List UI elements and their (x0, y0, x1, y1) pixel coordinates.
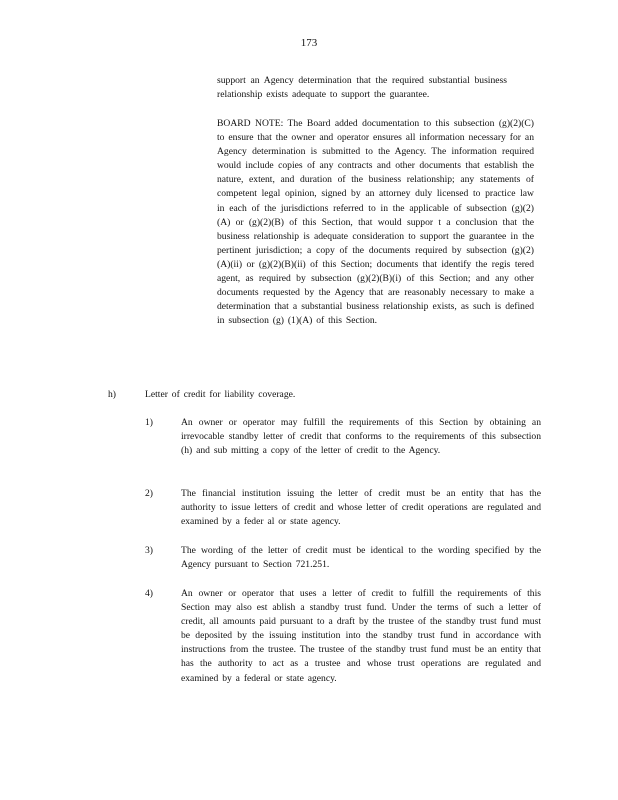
page-number: 173 (300, 37, 318, 49)
continuation-paragraph (217, 74, 507, 102)
item-number: 4) (145, 588, 153, 599)
item-number: 2) (145, 488, 153, 499)
item-text: The financial institution issuing the letter of credit must be an entity that has the authority to issue letters of credit and whose letter of credit operations are regulated and examined by a feder al or state agency. (181, 488, 541, 528)
section-h-label: h) (108, 389, 116, 400)
item-text: An owner or operator may fulfill the requirements of this Section by obtaining an irrevocable standby letter of credit that conforms to the requirements of this subsection (h) and sub mitting a copy of the letter of credit to the Agency. (181, 417, 541, 457)
item-number: 1) (145, 417, 153, 428)
section-h-title: Letter of credit for liability coverage. (145, 389, 296, 400)
board-note (217, 117, 534, 328)
list-item (181, 416, 541, 458)
list-item (181, 587, 541, 686)
item-text: An owner or operator that uses a letter of credit to fulfill the requirements of this Section may also est ablish a standby trust fund. Under the terms of such a letter of credit, all amounts paid pursuant to a draft by the trustee of the standby trust fund must be deposited by the issuing institution into the standby trust fund in accordance with instructions from the trustee. The trustee of the standby trust fund must be an entity that has the authority to act as a trustee and whose trust operations are regulated and examined by a federal or state agency. (181, 588, 541, 684)
item-text: The wording of the letter of credit must be identical to the wording specified by the Agency pursuant to Section 721.251. (181, 545, 541, 571)
list-item (181, 544, 541, 572)
item-number: 3) (145, 545, 153, 556)
list-item (181, 487, 541, 529)
continuation-text: support an Agency determination that the required substantial business relationship exists adequate to support the guarantee. (217, 75, 507, 101)
board-note-text: BOARD NOTE: The Board added documentation to this subsection (g)(2)(C) to ensure that the owner and operator ensures all information necessary for an Agency determination is submitted to the Agency. The information required would include copies of any contracts and other documents that establish the nature, extent, and duration of the business relationship; any statements of competent legal opinion, signed by an attorney duly licensed to practice law in each of the jurisdictions referred to in the applicable of subsection (g)(2)(A) or (g)(2)(B) of this Section, that would suppor t a conclusion that the business relationship is adequate consideration to support the guarantee in the pertinent jurisdiction; a copy of the documents required by subsection (g)(2)(A)(ii) or (g)(2)(B)(ii) of this Section; documents that identify the regis tered agent, as required by subsection (g)(2)(B)(i) of this Section; and any other documents requested by the Agency that are reasonably necessary to make a determination that a substantial business relationship exists, as such is defined in subsection (g) (1)(A) of this Section. (217, 118, 534, 327)
